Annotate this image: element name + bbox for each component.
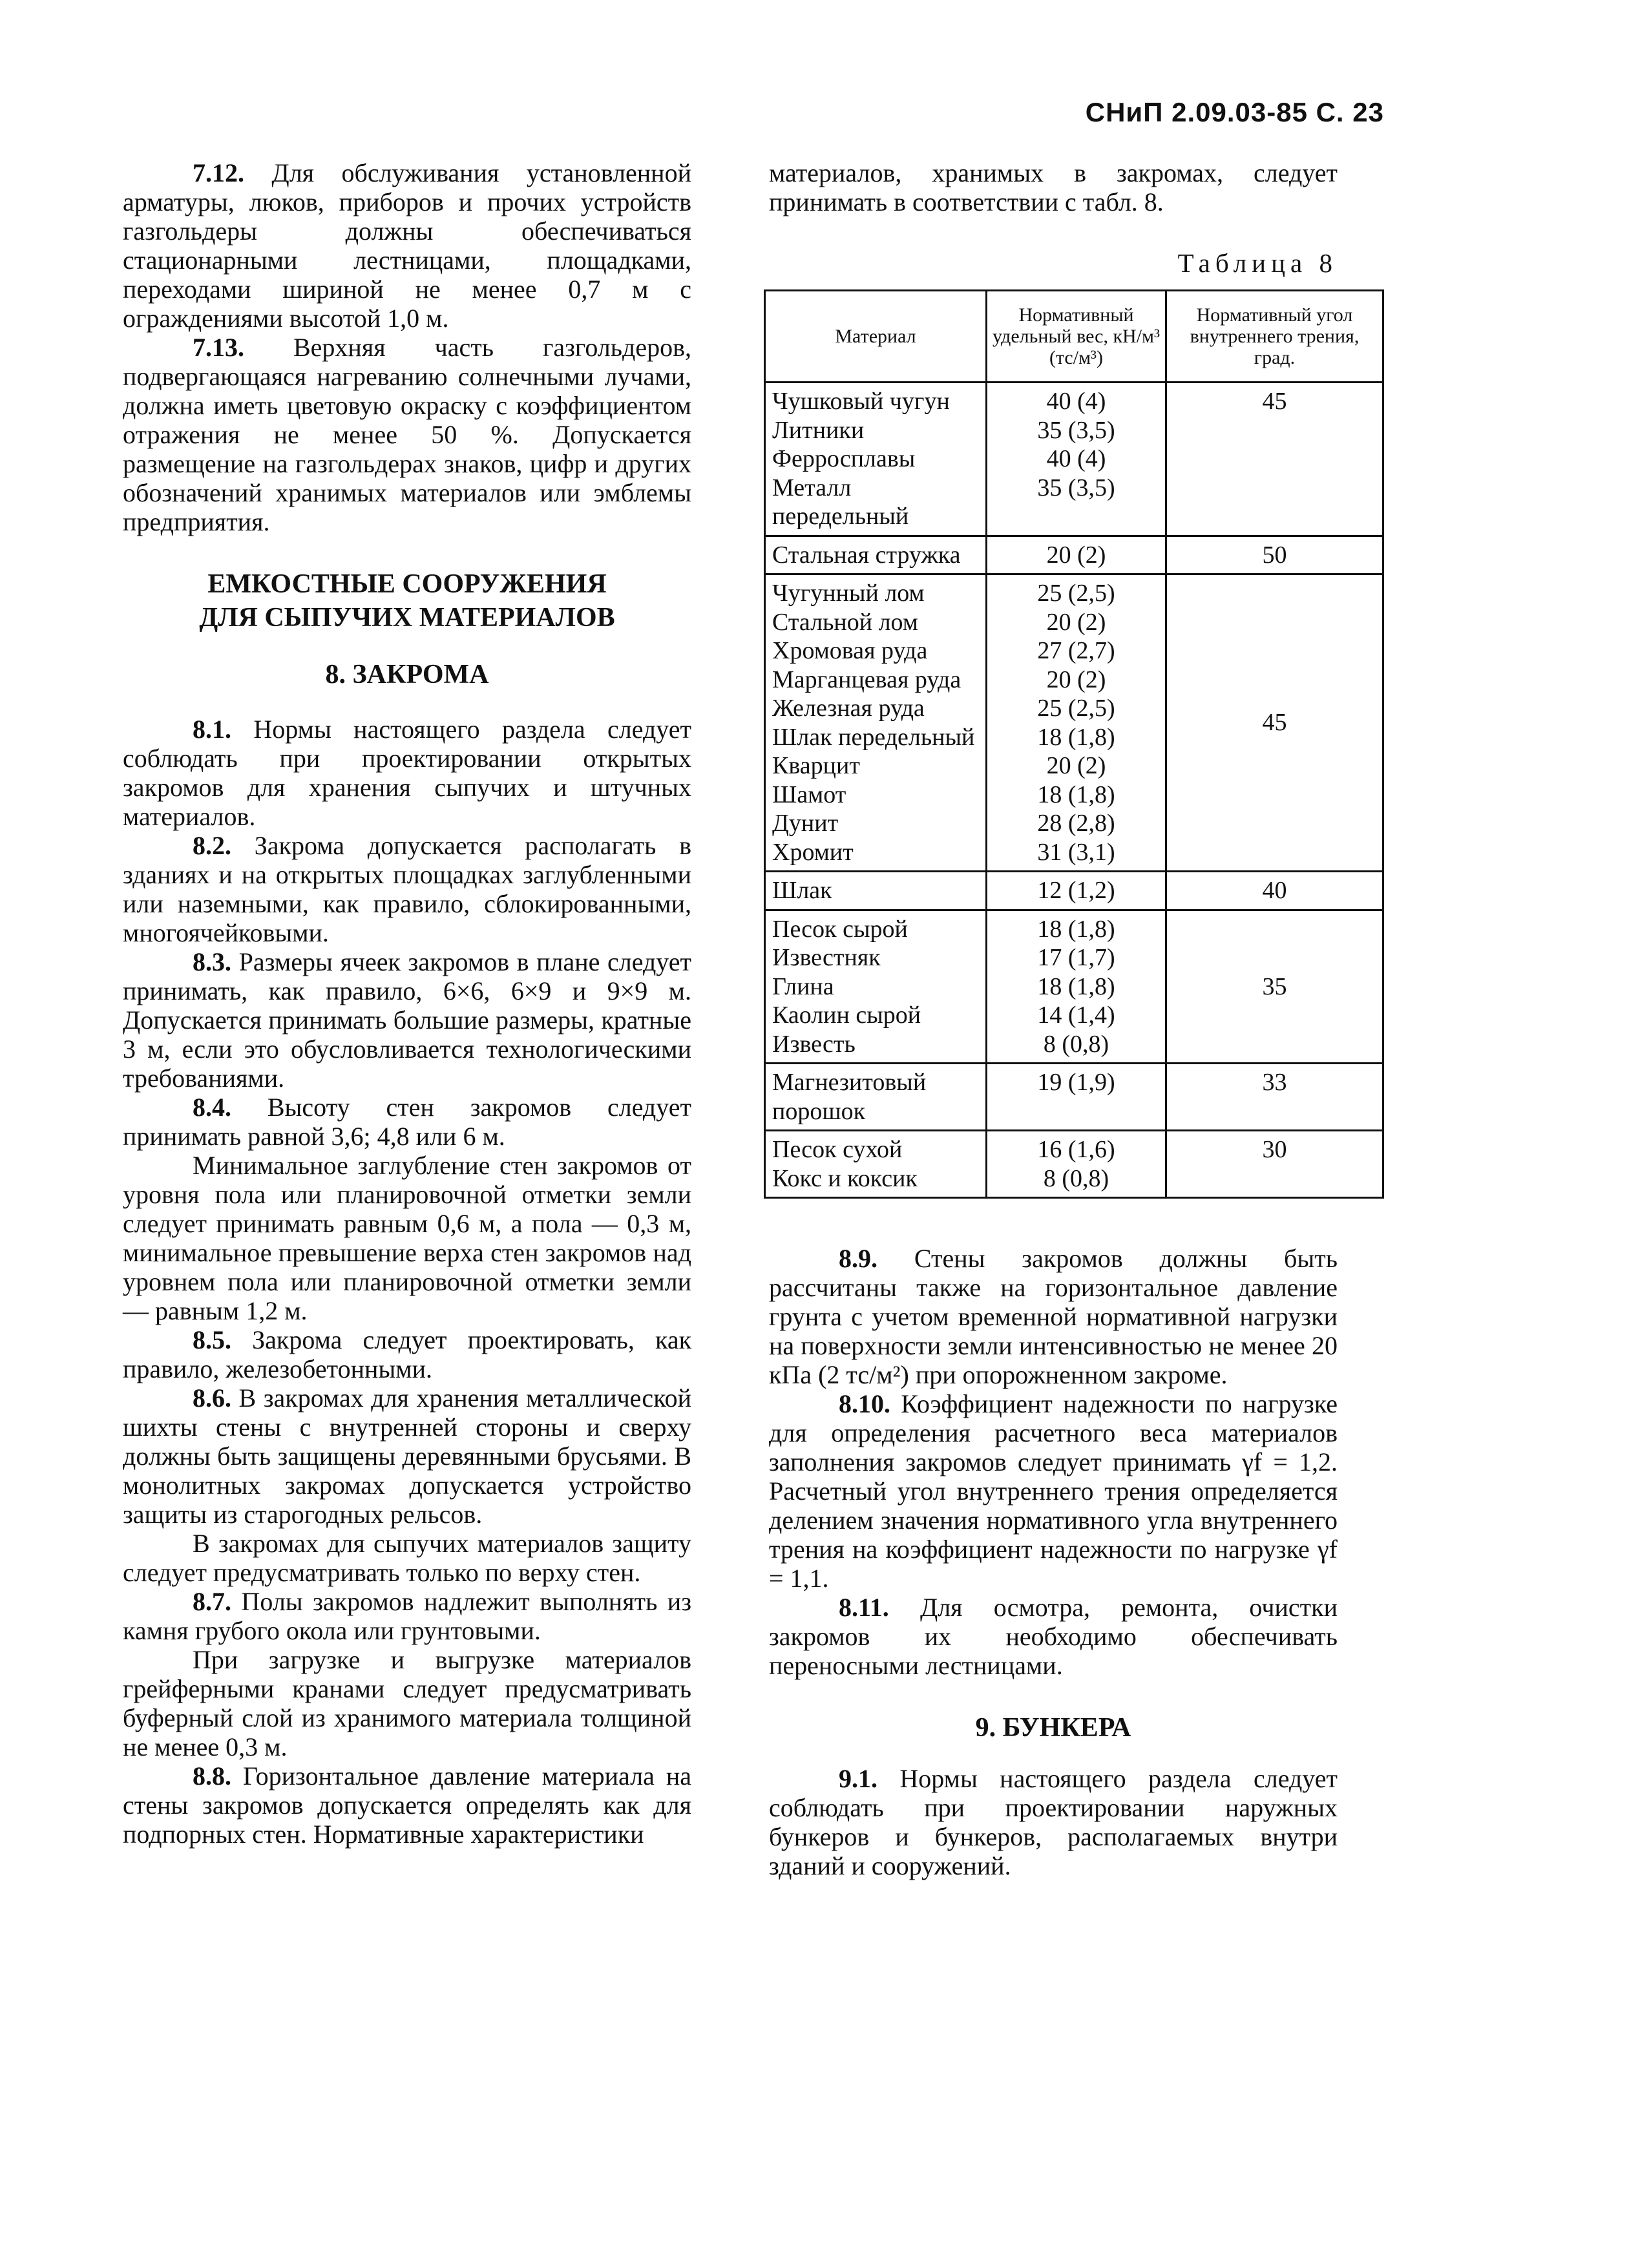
clause-text: Для осмотра, ремонта, очистки закромов их необходимо обеспечивать переносными лестницами.	[769, 1593, 1338, 1680]
clause-text: Стены закромов должны быть рассчитаны также на горизонтальное давление грунта с учетом временной нормативной нагрузки на поверхности земли интенсивностью не менее 20 кПа (2 тс/м²) при опорожненном закроме.	[769, 1244, 1338, 1389]
clause-number: 8.7.	[193, 1587, 231, 1616]
material-name: Песок сухой	[772, 1136, 903, 1163]
table-row	[765, 1131, 1383, 1198]
unit-weight-value: 20 (2)	[1046, 541, 1106, 569]
unit-weight-cell	[987, 1064, 1166, 1131]
paragraph-8-6	[123, 1383, 691, 1529]
paragraph-8-4-continued: Минимальное заглубление стен закромов от уровня пола или планировочной отметки земли следует принимать равным 0,6 м, а пола — 0,3 м, минимальное превышение верха стен закромов над уровнем пола или планировочной отметки земли — равным 1,2 м.	[123, 1151, 691, 1325]
material-name: Ферросплавы	[772, 445, 916, 472]
clause-text: Нормы настоящего раздела следует соблюдать при проектировании открытых закромов для хранения сыпучих и штучных материалов.	[123, 715, 692, 831]
table-body	[765, 383, 1383, 1198]
paragraph-8-6-continued: В закромах для сыпучих материалов защиту следует предусматривать только по верху стен.	[123, 1529, 691, 1587]
clause-number: 8.4.	[193, 1093, 231, 1122]
clause-text: Нормы настоящего раздела следует соблюдать при проектировании наружных бункеров и бункеров, располагаемых внутри зданий и сооружений.	[769, 1764, 1338, 1880]
unit-weight-value: 27 (2,7)	[1037, 637, 1115, 664]
unit-weight-cell	[987, 536, 1166, 574]
paragraph-8-8-continued: материалов, хранимых в закромах, следует принимать в соответствии с табл. 8.	[769, 158, 1338, 216]
paragraph-9-1	[769, 1764, 1338, 1880]
friction-angle-cell: 30	[1166, 1131, 1383, 1198]
paragraph-8-4	[123, 1093, 691, 1151]
clause-number: 8.10.	[839, 1389, 890, 1418]
table-row	[765, 536, 1383, 574]
material-name: Металл	[772, 474, 852, 501]
table-row	[765, 872, 1383, 910]
material-cell	[765, 1131, 987, 1198]
header-friction-angle: Нормативный угол внутреннего трения, град.	[1166, 291, 1383, 383]
unit-weight-cell	[987, 383, 1166, 536]
material-name: Стальная стружка	[772, 541, 961, 569]
clause-number: 7.12.	[193, 158, 244, 187]
material-name: Чушковый чугун	[772, 388, 950, 415]
unit-weight-cell	[987, 872, 1166, 910]
section-title-line-2: ДЛЯ СЫПУЧИХ МАТЕРИАЛОВ	[199, 603, 615, 633]
material-name: Литники	[772, 416, 865, 444]
material-name: Магнезитовый	[772, 1069, 927, 1096]
material-cell	[765, 536, 987, 574]
unit-weight-value: 20 (2)	[1046, 666, 1106, 693]
chapter-9-title: 9. БУНКЕРА	[975, 1713, 1131, 1743]
material-name: Хромит	[772, 838, 854, 866]
friction-angle-cell: 50	[1166, 536, 1383, 574]
material-name: передельный	[772, 503, 909, 530]
paragraph-8-1	[123, 715, 691, 831]
unit-weight-value	[994, 1097, 1159, 1126]
friction-angle-cell: 35	[1166, 910, 1383, 1064]
paragraph-8-3	[123, 947, 691, 1093]
material-name: порошок	[772, 1097, 866, 1125]
clause-text: Закрома допускается располагать в зданиях и на открытых площадках заглубленными или наземными, как правило, сблокированными, многоячейковыми.	[123, 831, 691, 947]
clause-number: 8.11.	[839, 1593, 889, 1622]
clause-text: Полы закромов надлежит выполнять из камня грубого окола или грунтовыми.	[123, 1587, 692, 1645]
material-name: Глина	[772, 972, 834, 1000]
friction-angle-cell: 45	[1166, 574, 1383, 872]
material-name: Каолин сырой	[772, 1002, 921, 1029]
clause-number: 8.5.	[193, 1325, 231, 1354]
clause-text: В закромах для хранения металлической шихты стены с внутренней стороны и сверху должны быть защищены деревянными брусьями. В монолитных закромах допускается устройство защиты из старогодных рельсов.	[123, 1383, 691, 1529]
material-cell	[765, 872, 987, 910]
clause-text: Для обслуживания установленной арматуры, люков, приборов и прочих устройств газгольдеры должны обеспечиваться стационарными лестницами, площадками, переходами шириной не менее 0,7 м с ограждениями высотой 1,0 м.	[123, 158, 691, 333]
paragraph-8-9	[769, 1244, 1338, 1389]
material-name: Песок сырой	[772, 915, 908, 943]
unit-weight-value: 8 (0,8)	[1043, 1164, 1109, 1192]
materials-table	[764, 289, 1384, 1199]
clause-number: 8.6.	[193, 1383, 231, 1412]
clause-text: Верхняя часть газгольдеров, подвергающаяся нагреванию солнечными лучами, должна иметь цветовую окраску с коэффициентом отражения не менее 50 %. Допускается размещение на газгольдерах знаков, цифр и других обозначений хранимых материалов или эмблемы предприятия.	[123, 333, 692, 536]
section-title-line-1: ЕМКОСТНЫЕ СООРУЖЕНИЯ	[207, 569, 607, 599]
friction-angle-cell: 40	[1166, 872, 1383, 910]
material-name: Кварцит	[772, 752, 860, 779]
unit-weight-value: 18 (1,8)	[1037, 972, 1115, 1000]
clause-number: 8.9.	[839, 1244, 877, 1273]
unit-weight-value: 35 (3,5)	[1037, 416, 1115, 444]
header-material: Материал	[765, 291, 987, 383]
paragraph-8-2	[123, 831, 691, 947]
unit-weight-value: 18 (1,8)	[1037, 723, 1115, 751]
material-name: Известь	[772, 1030, 856, 1058]
unit-weight-value: 25 (2,5)	[1037, 695, 1115, 722]
material-name: Марганцевая руда	[772, 666, 961, 693]
table-header-row	[765, 291, 1383, 383]
unit-weight-value: 14 (1,4)	[1037, 1002, 1115, 1029]
chapter-8-title: 8. ЗАКРОМА	[325, 660, 489, 689]
running-head: СНиП 2.09.03-85 С. 23	[1085, 97, 1384, 127]
unit-weight-value: 12 (1,2)	[1037, 877, 1115, 904]
paragraph-8-11	[769, 1593, 1338, 1680]
unit-weight-value: 40 (4)	[1046, 388, 1106, 415]
friction-angle-cell: 33	[1166, 1064, 1383, 1131]
unit-weight-value: 16 (1,6)	[1037, 1136, 1115, 1163]
table-row	[765, 1064, 1383, 1131]
clause-number: 9.1.	[839, 1764, 877, 1793]
paragraph-8-8	[123, 1761, 691, 1849]
material-name: Стальной лом	[772, 608, 918, 636]
clause-number: 8.8.	[193, 1761, 231, 1790]
table-row	[765, 383, 1383, 536]
left-column	[123, 158, 691, 1849]
friction-angle-cell: 45	[1166, 383, 1383, 536]
unit-weight-cell	[987, 910, 1166, 1064]
unit-weight-value: 8 (0,8)	[1043, 1030, 1109, 1058]
unit-weight-value: 20 (2)	[1046, 752, 1106, 779]
clause-text: Высоту стен закромов следует принимать равной 3,6; 4,8 или 6 м.	[123, 1093, 691, 1151]
unit-weight-value: 18 (1,8)	[1037, 915, 1115, 943]
right-column	[769, 158, 1360, 1880]
material-name: Железная руда	[772, 695, 925, 722]
clause-number: 7.13.	[193, 333, 244, 362]
unit-weight-value: 31 (3,1)	[1037, 838, 1115, 866]
unit-weight-cell	[987, 1131, 1166, 1198]
material-cell	[765, 383, 987, 536]
material-name: Чугунный лом	[772, 580, 925, 607]
paragraph-8-7	[123, 1587, 691, 1645]
paragraph-8-7-continued: При загрузке и выгрузке материалов грейферными кранами следует предусматривать буферный слой из хранимого материала толщиной не менее 0,3 м.	[123, 1645, 691, 1761]
material-name: Хромовая руда	[772, 637, 928, 664]
material-name: Известняк	[772, 944, 881, 971]
unit-weight-value: 18 (1,8)	[1037, 781, 1115, 808]
material-cell	[765, 910, 987, 1064]
material-name: Дунит	[772, 810, 839, 837]
unit-weight-value: 25 (2,5)	[1037, 580, 1115, 607]
unit-weight-value: 40 (4)	[1046, 445, 1106, 472]
clause-number: 8.1.	[193, 715, 231, 744]
clause-text: Закрома следует проектировать, как правило, железобетонными.	[123, 1325, 692, 1383]
material-cell	[765, 1064, 987, 1131]
clause-text: Размеры ячеек закромов в плане следует принимать, как правило, 6×6, 6×9 и 9×9 м. Допускается принимать большие размеры, кратные 3 м, если это обусловливается технологическими требованиями.	[123, 947, 692, 1093]
unit-weight-value: 28 (2,8)	[1037, 810, 1115, 837]
material-cell	[765, 574, 987, 872]
unit-weight-value: 20 (2)	[1046, 608, 1106, 636]
unit-weight-cell	[987, 574, 1166, 872]
unit-weight-value: 19 (1,9)	[1037, 1069, 1115, 1096]
paragraph-8-10	[769, 1389, 1338, 1593]
material-name: Шамот	[772, 781, 846, 808]
clause-number: 8.3.	[193, 947, 231, 976]
header-unit-weight: Нормативный удельный вес, кН/м³ (тс/м³)	[987, 291, 1166, 383]
table-row	[765, 910, 1383, 1064]
unit-weight-value: 35 (3,5)	[1037, 474, 1115, 501]
material-name: Шлак передельный	[772, 723, 975, 751]
clause-text: Коэффициент надежности по нагрузке для определения расчетного веса материалов заполнения закромов следует принимать γf = 1,2. Расчетный угол внутреннего трения определяется делением значения нормативного угла внутреннего трения на коэффициент надежности по нагрузке γf = 1,1.	[769, 1389, 1338, 1593]
table-caption: Таблица 8	[1177, 248, 1338, 278]
unit-weight-value	[994, 502, 1159, 531]
clause-number: 8.2.	[193, 831, 231, 860]
paragraph-7-13	[123, 333, 691, 536]
clause-text: Горизонтальное давление материала на стены закромов допускается определять как для подпорных стен. Нормативные характеристики	[123, 1761, 692, 1849]
paragraph-8-5	[123, 1325, 691, 1383]
paragraph-7-12	[123, 158, 691, 333]
unit-weight-value: 17 (1,7)	[1037, 944, 1115, 971]
material-name: Шлак	[772, 877, 832, 904]
table-row	[765, 574, 1383, 872]
material-name: Кокс и коксик	[772, 1164, 918, 1192]
